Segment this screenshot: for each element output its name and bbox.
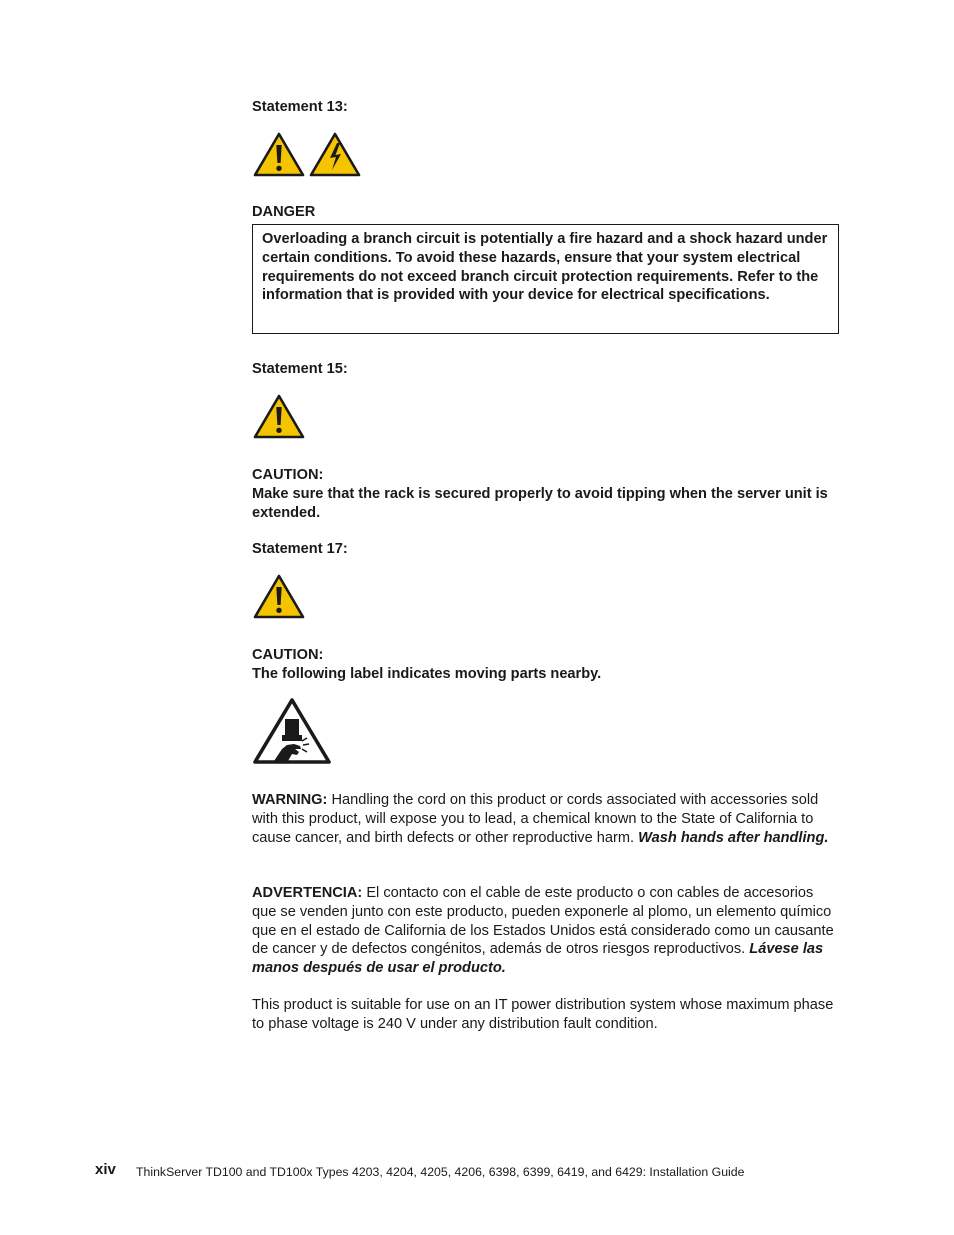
advertencia-text: El contacto con el cable de este producto o con cables de accesorios que se venden junto con este producto, pueden exponerle al plomo, un elemento químico que en el estado de California de los Estados Unidos está considerado como un causante de cancer y de defectos congénitos, además de otros riesgos reproductivos. xyxy=(252,885,834,958)
warning-label: WARNING: xyxy=(252,792,328,808)
page-number: xiv xyxy=(95,1161,116,1178)
danger-label: DANGER xyxy=(252,204,316,220)
advertencia-emphasis: Lávese las manos después de usar el producto. xyxy=(252,941,824,977)
footer-title: ThinkServer TD100 and TD100x Types 4203, 4204, 4205, 4206, 6398, 6399, 6419, and 6429: Installation Guide xyxy=(136,1165,745,1179)
danger-text: Overloading a branch circuit is potentially a fire hazard and a shock hazard under certain conditions. To avoid these hazards, ensure that your system electrical requirements do not exceed branch circuit protection requirements. Refer to the information that is provided with your device for electrical specifications. xyxy=(262,231,828,304)
caution-label-15: CAUTION: xyxy=(252,467,324,483)
caution-label-17: CAUTION: xyxy=(252,647,324,663)
warning-triangle-icon xyxy=(253,574,305,619)
electrical-hazard-icon xyxy=(309,132,361,177)
warning-triangle-icon xyxy=(253,132,305,177)
warning-emphasis: Wash hands after handling. xyxy=(638,829,829,846)
statement-13-heading: Statement 13: xyxy=(252,99,348,115)
warning-paragraph xyxy=(252,791,838,847)
moving-parts-hazard-icon xyxy=(252,697,332,765)
power-note: This product is suitable for use on an IT power distribution system whose maximum phase to phase voltage is 240 V under any distribution fault condition. xyxy=(252,997,834,1032)
statement-17-heading: Statement 17: xyxy=(252,541,348,557)
advertencia-label: ADVERTENCIA: xyxy=(252,885,363,901)
statement-15-heading: Statement 15: xyxy=(252,361,348,377)
advertencia-paragraph xyxy=(252,884,838,978)
caution-text-17: The following label indicates moving parts nearby. xyxy=(252,666,602,682)
warning-text: Handling the cord on this product or cords associated with accessories sold with this product, will expose you to lead, a chemical known to the State of California to cause cancer, and birth defects or other reproductive harm. xyxy=(252,792,819,846)
warning-triangle-icon xyxy=(253,394,305,439)
danger-box xyxy=(252,224,839,334)
caution-text-15: Make sure that the rack is secured properly to avoid tipping when the server unit is extended. xyxy=(252,486,828,521)
